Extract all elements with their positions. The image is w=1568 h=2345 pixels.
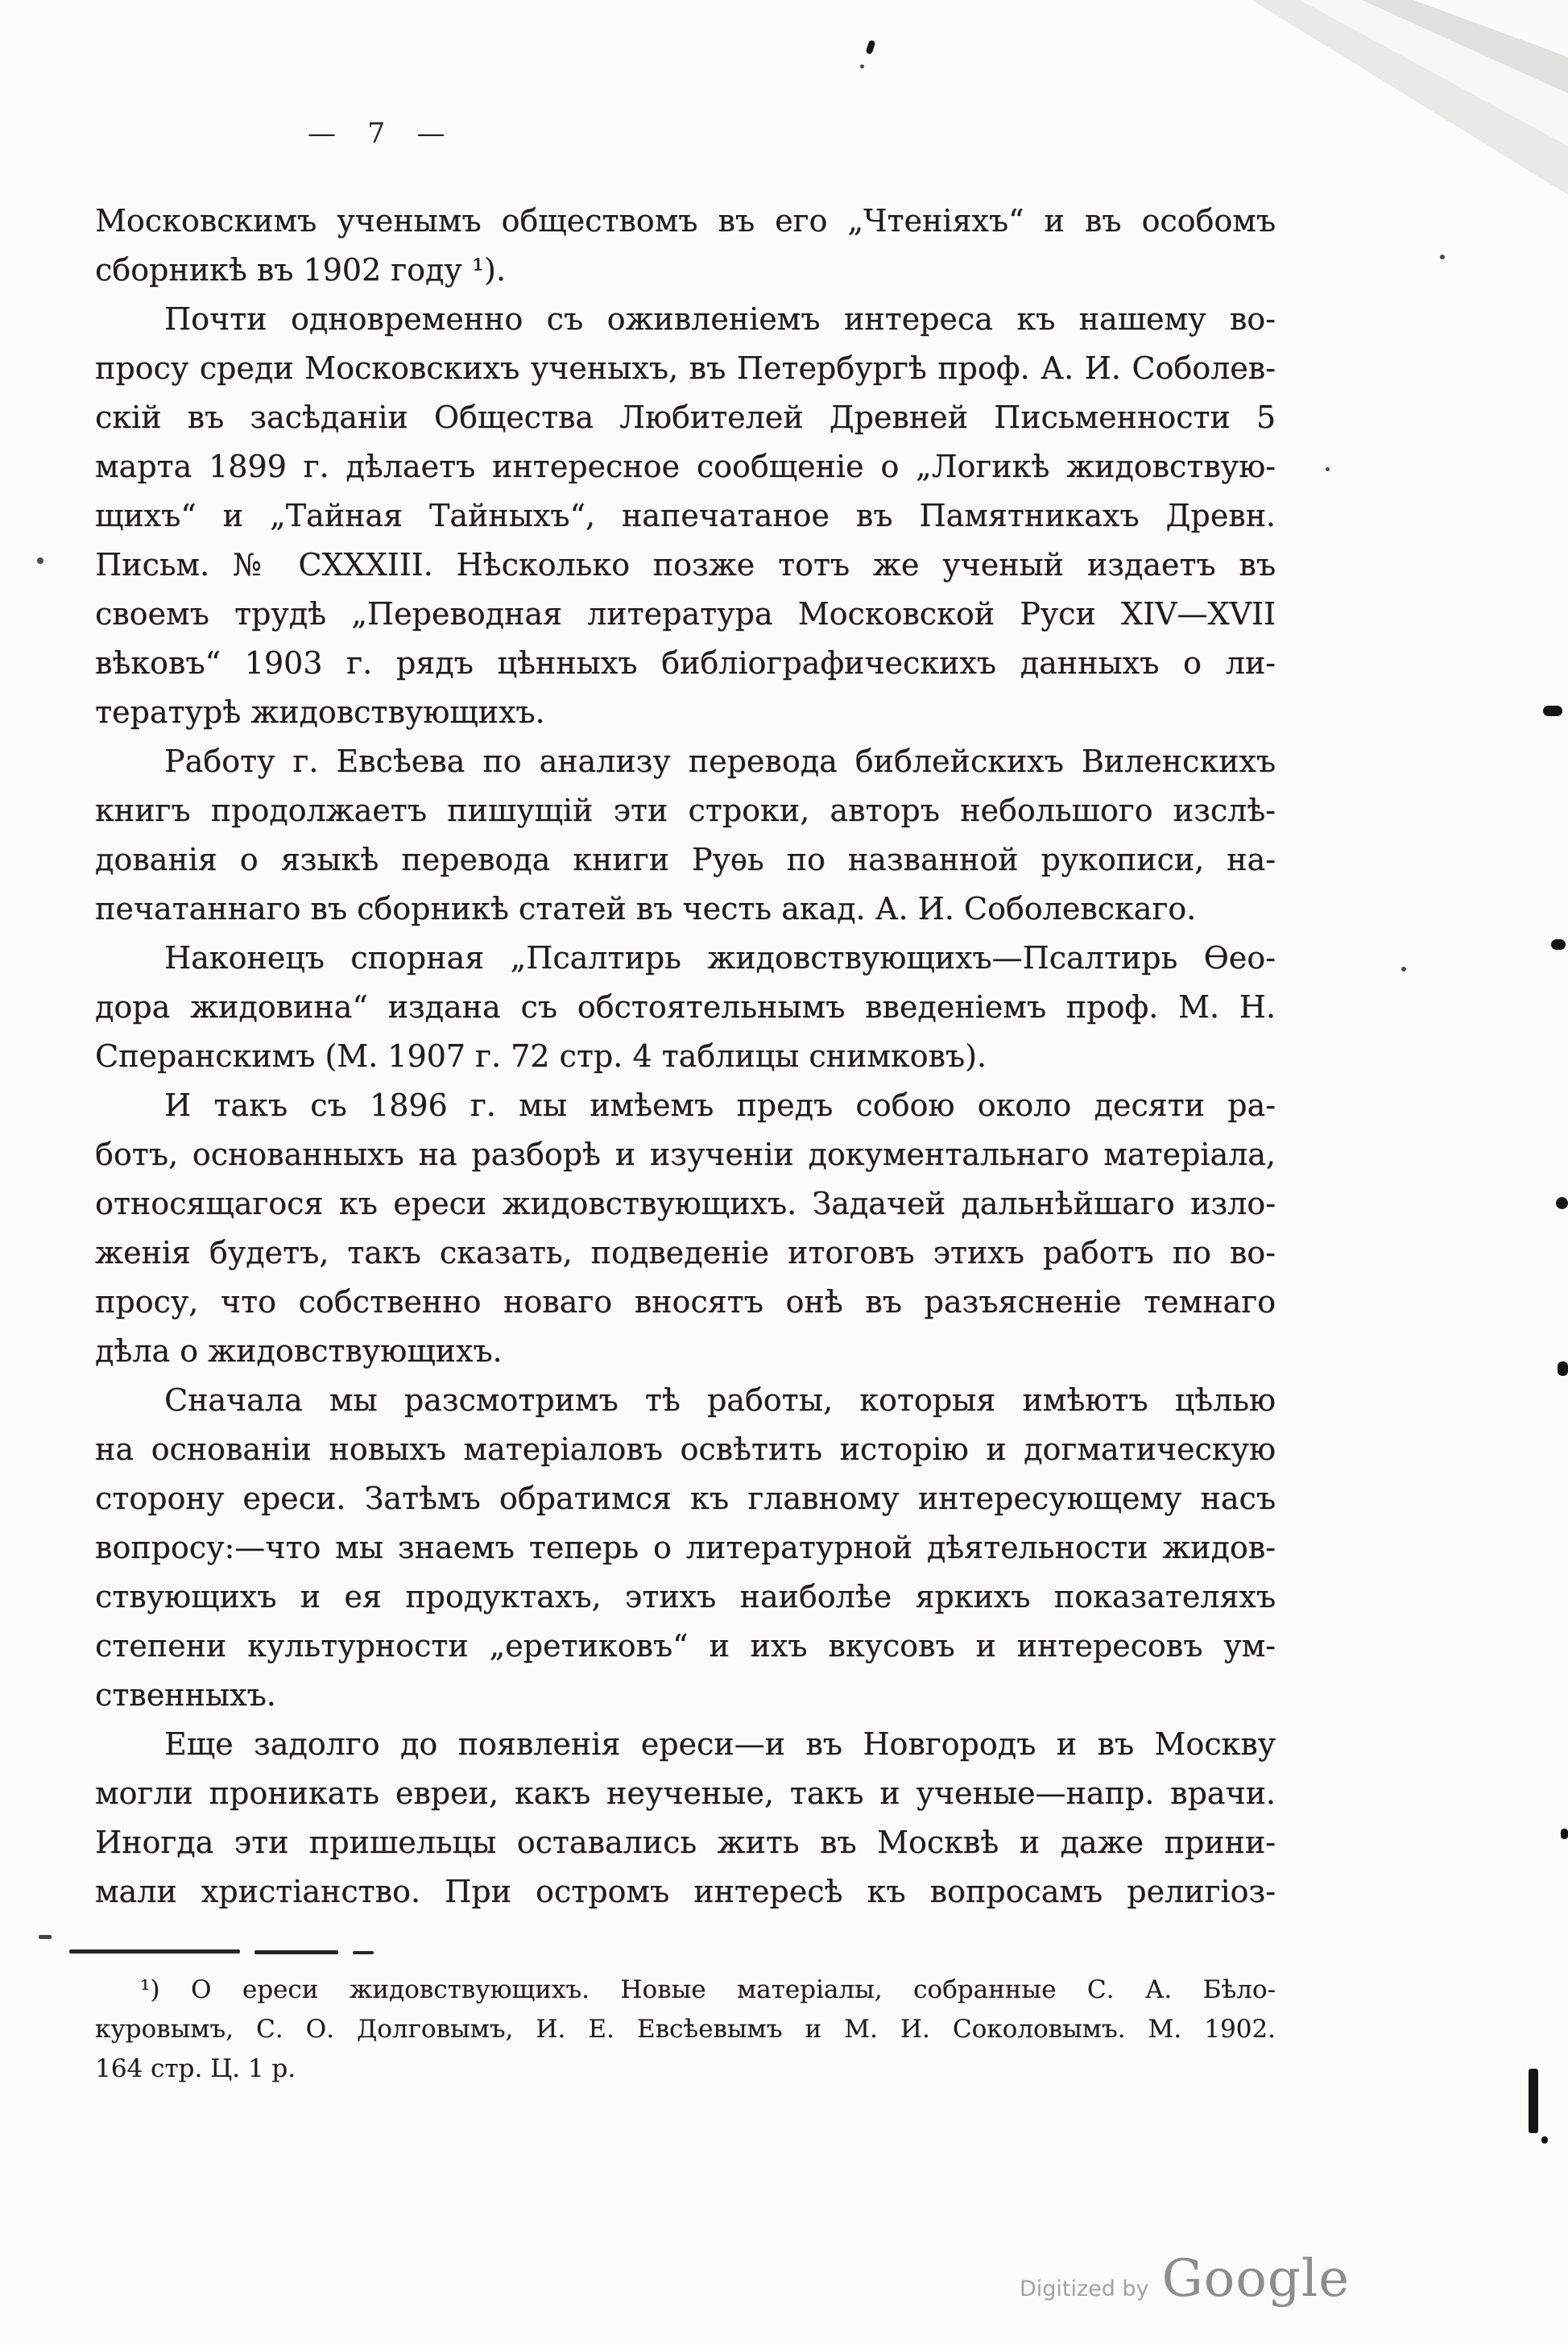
- body-text: [95, 197, 1276, 1916]
- footnote-line: 164 стр. Ц. 1 р.: [95, 2054, 296, 2083]
- text-line: Наконецъ спорная „Псалтирь жидовствующихъ—Псалтирь Ѳео-: [164, 940, 1276, 976]
- text-line: Письм. № CXXXIII. Нѣсколько позже тотъ же ученый издаетъ въ: [95, 547, 1276, 582]
- text-line: сторону ереси. Затѣмъ обратимся къ главному интересующему насъ: [95, 1481, 1276, 1516]
- text-line: скій въ засѣданіи Общества Любителей Древней Письменности 5: [95, 400, 1276, 435]
- text-line: дованія о языкѣ перевода книги Руѳь по названной рукописи, на-: [95, 842, 1276, 877]
- paragraph: [95, 197, 1276, 295]
- scan-artifact: [1440, 255, 1445, 259]
- paragraph: [95, 1081, 1276, 1376]
- digitized-by-label: Digitized by: [1020, 2277, 1149, 2301]
- footnote-separator: [353, 1951, 374, 1954]
- scan-artifact: [1401, 967, 1406, 972]
- scan-artifact: [39, 1935, 52, 1939]
- text-line: просу, что собственно новаго вносятъ онѣ въ разъясненіе темнаго: [95, 1284, 1276, 1320]
- text-line: на основаніи новыхъ матеріаловъ освѣтить исторію и догматическую: [95, 1431, 1276, 1467]
- paragraph: [95, 934, 1276, 1081]
- text-line: Иногда эти пришельцы оставались жить въ Москвѣ и даже прини-: [95, 1825, 1276, 1860]
- text-line: печатаннаго въ сборникѣ статей въ честь акад. А. И. Соболевскаго.: [95, 891, 1197, 926]
- google-logo: Google: [1161, 2249, 1351, 2309]
- text-line: Московскимъ ученымъ обществомъ въ его „Чтеніяхъ“ и въ особомъ: [95, 203, 1276, 238]
- text-line: мали христіанство. При остромъ интересѣ къ вопросамъ религіоз-: [95, 1874, 1276, 1909]
- footnote-separator: [254, 1950, 338, 1954]
- scan-artifact: [860, 64, 864, 68]
- footnote-line: ¹) О ереси жидовствующихъ. Новые матеріалы, собранные С. А. Бѣло-: [140, 1975, 1276, 2004]
- footnote-separator: [69, 1949, 240, 1953]
- text-line: вѣковъ“ 1903 г. рядъ цѣнныхъ библіографическихъ данныхъ о ли-: [95, 645, 1276, 681]
- text-line: марта 1899 г. дѣлаетъ интересное сообщеніе о „Логикѣ жидовствую-: [95, 449, 1276, 484]
- text-line: ботъ, основанныхъ на разборѣ и изученіи документальнаго матеріала,: [95, 1137, 1276, 1172]
- paragraph: [95, 737, 1276, 934]
- text-line: женія будетъ, такъ сказать, подведеніе итоговъ этихъ работъ по во-: [95, 1235, 1276, 1270]
- paragraph: [95, 1720, 1276, 1916]
- scan-artifact: [1551, 939, 1566, 950]
- footnote: [95, 1970, 1276, 2089]
- text-line: дѣла о жидовствующихъ.: [95, 1333, 503, 1369]
- text-line: Еще задолго до появленія ереси—и въ Новгородъ и въ Москву: [164, 1726, 1276, 1762]
- paragraph: [95, 295, 1276, 737]
- scan-artifact: [1541, 2136, 1548, 2144]
- text-line: книгъ продолжаетъ пишущій эти строки, авторъ небольшого изслѣ-: [95, 793, 1276, 828]
- scan-artifact: [866, 39, 876, 55]
- text-line: тературѣ жидовствующихъ.: [95, 694, 545, 730]
- page-corner-fold-artifact: [1224, 0, 1568, 203]
- text-line: дора жидовина“ издана съ обстоятельнымъ введеніемъ проф. М. Н.: [95, 989, 1276, 1025]
- text-line: Сначала мы разсмотримъ тѣ работы, которыя имѣютъ цѣлью: [164, 1382, 1276, 1418]
- scan-artifact: [1561, 1829, 1568, 1839]
- text-line: вопросу:—что мы знаемъ теперь о литературной дѣятельности жидов-: [95, 1530, 1276, 1565]
- text-line: щихъ“ и „Тайная Тайныхъ“, напечатаное въ Памятникахъ Древн.: [95, 498, 1276, 533]
- text-line: И такъ съ 1896 г. мы имѣемъ предъ собою около десяти ра-: [164, 1088, 1276, 1123]
- text-line: Работу г. Евсѣева по анализу перевода библейскихъ Виленскихъ: [164, 744, 1276, 779]
- text-line: степени культурности „еретиковъ“ и ихъ вкусовъ и интересовъ ум-: [95, 1628, 1276, 1663]
- footnote-line: куровымъ, С. О. Долговымъ, И. Е. Евсѣевымъ и М. И. Соколовымъ. М. 1902.: [95, 2015, 1276, 2044]
- text-line: просу среди Московскихъ ученыхъ, въ Петербургѣ проф. А. И. Соболев-: [95, 350, 1276, 386]
- scan-artifact: [1543, 706, 1562, 716]
- text-line: ствующихъ и ея продуктахъ, этихъ наиболѣе яркихъ показателяхъ: [95, 1579, 1276, 1614]
- scan-artifact: [1529, 2069, 1538, 2133]
- text-line: Почти одновременно съ оживленіемъ интереса къ нашему во-: [164, 301, 1276, 337]
- text-line: могли проникать евреи, какъ неученые, такъ и ученые—напр. врачи.: [95, 1775, 1276, 1811]
- text-line: своемъ трудѣ „Переводная литература Московской Руси XIV—XVII: [95, 596, 1276, 632]
- scan-artifact: [1558, 1361, 1568, 1376]
- google-watermark: [1020, 2249, 1350, 2309]
- page-number: — 7 —: [308, 118, 445, 150]
- text-line: ственныхъ.: [95, 1677, 276, 1713]
- text-line: относящагося къ ереси жидовствующихъ. Задачей дальнѣйшаго изло-: [95, 1186, 1276, 1221]
- text-line: сборникѣ въ 1902 году ¹).: [95, 252, 506, 288]
- scan-artifact: [37, 557, 43, 564]
- scan-artifact: [1556, 1197, 1568, 1209]
- paragraph: [95, 1376, 1276, 1720]
- scan-artifact: [1326, 467, 1330, 471]
- text-line: Сперанскимъ (М. 1907 г. 72 стр. 4 таблицы снимковъ).: [95, 1038, 987, 1074]
